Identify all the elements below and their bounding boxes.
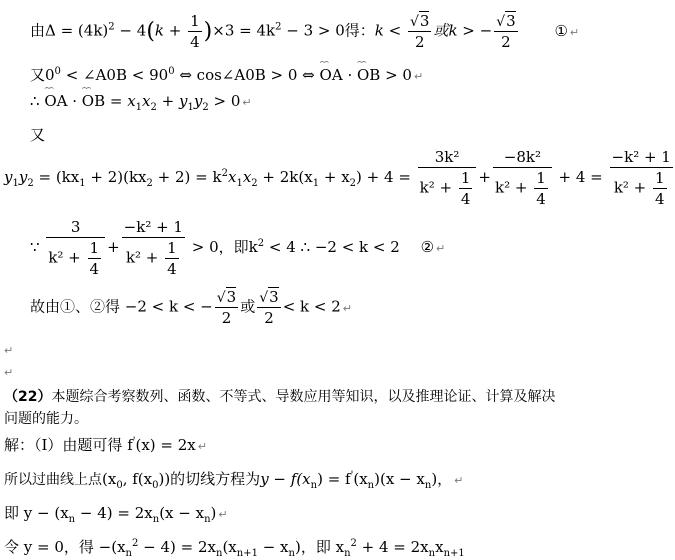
paragraph-mark-icon: ↵ — [569, 25, 580, 39]
text: − 4) = 2x — [75, 504, 153, 522]
text: 故由①、②得 −2 < k < − — [30, 297, 213, 316]
text: ∵ — [30, 238, 45, 256]
text: n — [215, 548, 223, 559]
text: n — [367, 480, 375, 491]
fraction — [610, 148, 673, 208]
denominator: 4 — [89, 260, 100, 278]
line-tangent — [4, 468, 463, 489]
text: k² + — [48, 248, 86, 267]
text: > 0 — [208, 92, 241, 110]
numerator: 1 — [190, 12, 200, 30]
denominator — [610, 168, 673, 208]
vector-oa: ⌢⌢ OA — [320, 66, 343, 84]
text: 1 — [312, 178, 320, 189]
sqrt-icon: √ — [409, 14, 419, 30]
problem-22-intro — [4, 386, 555, 406]
fraction — [188, 12, 202, 51]
text: 2 — [150, 102, 157, 113]
paren: ( — [146, 19, 155, 44]
paragraph-mark-icon: ↵ — [197, 440, 207, 453]
text: = (kx — [33, 168, 80, 186]
text: ×3 = 4k — [212, 21, 276, 40]
text: n — [125, 548, 132, 559]
text: 解：（Ⅰ）由题可得 f — [4, 436, 133, 454]
paragraph-mark-icon: ↵ — [218, 508, 228, 521]
fraction — [46, 218, 105, 278]
text: 2 — [257, 238, 265, 249]
text: y — [193, 92, 203, 110]
text: ) = f — [317, 470, 351, 488]
text: y − f(x — [260, 470, 311, 488]
denominator — [418, 168, 477, 208]
fraction — [418, 148, 477, 208]
paragraph-mark-icon: ↵ — [4, 344, 14, 357]
text: 2 — [221, 168, 228, 179]
text: (x − x — [159, 504, 205, 522]
label-1: ① — [554, 21, 568, 40]
label-2: ② — [420, 238, 435, 256]
line-let-y-zero — [4, 536, 465, 557]
radicand: 3 — [419, 12, 430, 30]
numerator — [494, 12, 517, 32]
line-conclusion — [30, 288, 352, 327]
text: ) + 4 = — [356, 168, 416, 186]
line-dot-product — [30, 92, 252, 113]
paragraph-mark-icon: ↵ — [454, 474, 464, 487]
text: n — [424, 480, 432, 491]
text: · — [67, 92, 82, 110]
paragraph-mark-icon: ↵ — [413, 70, 424, 83]
denominator — [46, 238, 105, 278]
text: 又0 — [30, 66, 55, 84]
text: 1 — [12, 178, 19, 189]
text: ∴ — [30, 92, 45, 110]
text: 问题的能力。 — [4, 411, 88, 427]
text: ' — [132, 436, 136, 447]
fraction — [408, 12, 431, 51]
line-delta-condition — [30, 12, 579, 51]
text: n — [428, 548, 436, 559]
text: + y — [156, 92, 188, 110]
text: y — [18, 168, 28, 186]
denominator: 4 — [167, 260, 177, 278]
fraction — [653, 169, 667, 208]
text: 或k > − — [433, 21, 493, 40]
text: < ∠A0B < 90 — [60, 66, 169, 84]
text: 2 — [146, 178, 153, 189]
text: k² + — [419, 178, 457, 197]
text: + 2k(x — [257, 168, 313, 186]
denominator: 4 — [460, 190, 471, 208]
numerator — [257, 288, 280, 308]
blank-line — [2, 340, 13, 358]
numerator: −k² + 1 — [611, 148, 671, 166]
text: 2 — [349, 178, 357, 189]
denominator: 2 — [221, 309, 232, 327]
text: − 3 > 0得： — [281, 21, 375, 40]
denominator: 4 — [655, 190, 665, 208]
vector-ob: ⌢⌢ OB — [82, 92, 105, 110]
vector-oa: ⌢⌢ OA — [44, 92, 67, 110]
text: 0 — [152, 480, 159, 491]
numerator: 3k² — [418, 148, 477, 168]
numerator — [215, 288, 238, 308]
text: (x — [353, 470, 368, 488]
text: n — [288, 548, 295, 559]
line-equivalent — [4, 502, 228, 523]
text: (x) = 2x — [135, 436, 196, 454]
text: 本题综合考察数列、函数、不等式、导数应用等知识，以及推理论证、计算及解决 — [51, 389, 556, 405]
sqrt-icon: √ — [496, 14, 506, 30]
paragraph-mark-icon: ↵ — [242, 96, 252, 109]
sqrt-icon: √ — [259, 290, 269, 306]
numerator: 1 — [460, 169, 471, 187]
line-y1y2: $y_1y_2 = (kx_1 + 2)(kx_2 + 2) = k^2x_1x_2 + 2k(x_1 + x_2) + 4$ = 3k² k² + $\frac{1}{4}$ + −8k² k² + $\frac{1}{4}$ + 4 = −k² + 1 k² + $\frac{1}{4}$ — [4, 148, 671, 208]
text: k² + — [613, 178, 652, 197]
numerator: −8k² — [493, 148, 552, 168]
text: 2 — [132, 538, 139, 549]
text: + x — [319, 168, 350, 186]
text: n — [344, 548, 351, 559]
vector-ob: ⌢⌢ OB — [357, 66, 380, 84]
text: 又 — [30, 126, 46, 144]
numerator — [408, 12, 431, 32]
text: k² + — [125, 248, 164, 267]
text: − 4 — [114, 21, 147, 40]
numerator: 1 — [655, 169, 665, 187]
text: ) — [210, 504, 217, 522]
text: 即 y − (x — [4, 504, 69, 522]
text: > 0，即k — [186, 238, 258, 256]
text: + 2)(kx — [85, 168, 147, 186]
radicand: 3 — [226, 288, 237, 306]
line-also — [30, 124, 45, 145]
paragraph-mark-icon: ↵ — [4, 366, 14, 379]
line-angle-condition — [30, 64, 423, 85]
text: n — [152, 514, 160, 525]
text: 0 — [168, 66, 175, 77]
text: y — [4, 168, 13, 186]
text: 2 — [108, 21, 115, 33]
numerator: 3 — [46, 218, 105, 238]
paragraph-mark-icon: ↵ — [436, 242, 446, 255]
denominator: 4 — [536, 190, 546, 208]
sqrt-icon: √ — [216, 290, 226, 306]
text: n+1 — [443, 548, 465, 559]
text: > 0 — [380, 66, 412, 84]
text: , f(x — [122, 470, 153, 488]
fraction — [122, 218, 185, 278]
radicand: 3 — [506, 12, 516, 30]
denominator — [493, 168, 552, 208]
text: k + — [154, 21, 187, 40]
text: 令 y = 0，得 −(x — [4, 538, 126, 556]
text: + 2) = k — [152, 168, 222, 186]
numerator: 1 — [167, 239, 177, 257]
text: k² + — [495, 178, 533, 197]
text: )， — [431, 470, 453, 488]
text: (x — [222, 538, 237, 556]
fraction — [257, 288, 280, 327]
text: 0 — [54, 66, 61, 77]
numerator: −k² + 1 — [123, 218, 183, 236]
text: − 4) = 2x — [138, 538, 216, 556]
text: 或 — [240, 297, 256, 316]
problem-number: （22） — [4, 389, 52, 405]
problem-22-intro-cont — [4, 408, 88, 428]
text: n — [204, 514, 211, 525]
text: · — [342, 66, 357, 84]
text: 2 — [350, 538, 357, 549]
fraction — [493, 148, 552, 208]
text: ))的切线方程为 — [158, 470, 261, 488]
text: 1 — [135, 102, 143, 113]
denominator: 2 — [264, 309, 274, 327]
paren: ) — [203, 19, 213, 44]
text: n — [310, 480, 318, 491]
fraction — [165, 239, 179, 278]
text: x — [227, 168, 237, 186]
radicand: 3 — [269, 288, 279, 306]
text: k < — [374, 21, 406, 40]
denominator: 2 — [414, 33, 425, 51]
text: + 4 = — [553, 168, 608, 186]
line-solution-part1 — [4, 434, 207, 455]
text: n — [68, 514, 76, 525]
text: 由Δ = (4k) — [30, 21, 109, 40]
text: 0 — [116, 480, 123, 491]
text: x — [142, 92, 151, 110]
text: 2 — [275, 21, 282, 33]
text: 2 — [251, 178, 258, 189]
blank-line — [2, 362, 13, 380]
text: 1 — [236, 178, 243, 189]
fraction — [88, 239, 102, 278]
fraction — [494, 12, 517, 51]
text: 所以过曲线上点 — [4, 472, 102, 488]
text: 2 — [202, 102, 209, 113]
numerator: 1 — [89, 239, 100, 257]
text: + — [107, 238, 120, 256]
text: < k < 2 — [282, 297, 341, 316]
fraction — [534, 169, 548, 208]
text: x — [242, 168, 252, 186]
text: 1 — [79, 178, 86, 189]
paragraph-mark-icon: ↵ — [342, 301, 352, 315]
denominator — [122, 238, 185, 278]
text: n+1 — [236, 548, 258, 559]
text: = x — [105, 92, 136, 110]
text: − x — [257, 538, 289, 556]
text: < 4 ∴ −2 < k < 2 — [264, 238, 400, 256]
text: x — [435, 538, 444, 556]
text: ' — [350, 470, 354, 481]
numerator: 1 — [536, 169, 546, 187]
text: + 4 = 2x — [356, 538, 429, 556]
denominator: 2 — [501, 33, 511, 51]
text: )(x − x — [374, 470, 425, 488]
text: )，即 x — [294, 538, 345, 556]
text: 2 — [27, 178, 34, 189]
fraction — [459, 169, 473, 208]
line-because — [30, 218, 445, 278]
fraction — [215, 288, 238, 327]
denominator: 4 — [190, 33, 200, 51]
text: ⇔ cos∠A0B > 0 ⇔ — [174, 66, 320, 84]
text: (x — [102, 470, 117, 488]
text: 1 — [187, 102, 194, 113]
